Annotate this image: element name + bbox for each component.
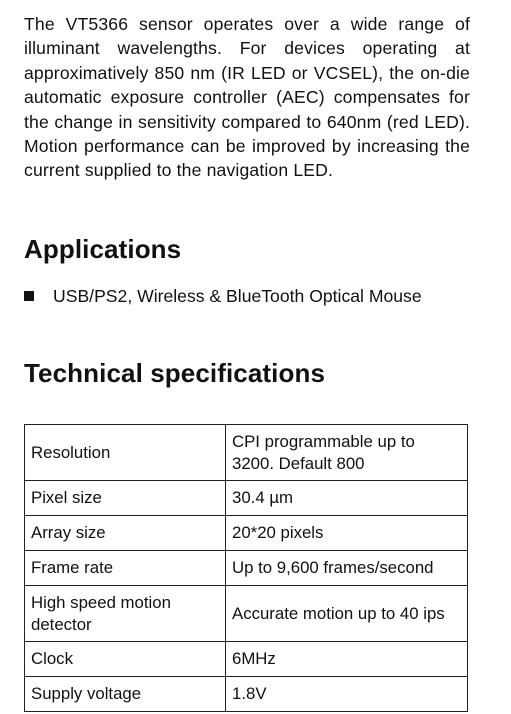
intro-line: illuminant wavelengths. For devices operating at	[24, 38, 470, 59]
spec-value: Accurate motion up to 40 ips	[226, 586, 468, 642]
table-row	[25, 586, 468, 642]
list-item	[24, 284, 433, 308]
specifications-heading: Technical specifications	[24, 358, 326, 388]
intro-paragraph	[24, 12, 470, 183]
intro-line: current supplied to the navigation LED.	[24, 160, 334, 181]
spec-value: Up to 9,600 frames/second	[226, 551, 468, 586]
application-text: USB/PS2, Wireless & BlueTooth Optical Mouse	[53, 286, 422, 306]
spec-label: Array size	[25, 516, 226, 551]
spec-label: Pixel size	[25, 481, 226, 516]
table-row	[25, 481, 468, 516]
intro-line: approximatively 850 nm (IR LED or VCSEL), the	[24, 62, 421, 83]
spec-value: 1.8V	[226, 677, 468, 712]
spec-label: High speed motion detector	[25, 586, 226, 642]
table-row	[25, 677, 468, 712]
specifications-table	[24, 424, 468, 712]
spec-label: Frame rate	[25, 551, 226, 586]
spec-value: 6MHz	[226, 642, 468, 677]
table-row	[25, 425, 468, 481]
intro-line: The VT5366 sensor operates over a wide range of	[24, 14, 470, 34]
spec-label: Supply voltage	[25, 677, 226, 712]
intro-line: performance can be improved by increasing the	[84, 136, 470, 157]
intro-line: on-die automatic exposure controller (AEC)	[24, 62, 470, 108]
spec-value: 20*20 pixels	[226, 516, 468, 551]
spec-value: 30.4 µm	[226, 481, 468, 516]
applications-list	[24, 284, 433, 308]
spec-label: Clock	[25, 642, 226, 677]
table-row	[25, 516, 468, 551]
spec-label: Resolution	[25, 425, 226, 481]
table-row	[25, 642, 468, 677]
intro-line: compensates for the change in sensitivity	[24, 87, 470, 132]
square-bullet-icon	[24, 291, 34, 301]
spec-value: CPI programmable up to 3200. Default 800	[226, 425, 468, 481]
intro-line: compared to 640nm (red LED). Motion	[24, 111, 470, 157]
table-row	[25, 551, 468, 586]
applications-heading: Applications	[24, 234, 182, 264]
